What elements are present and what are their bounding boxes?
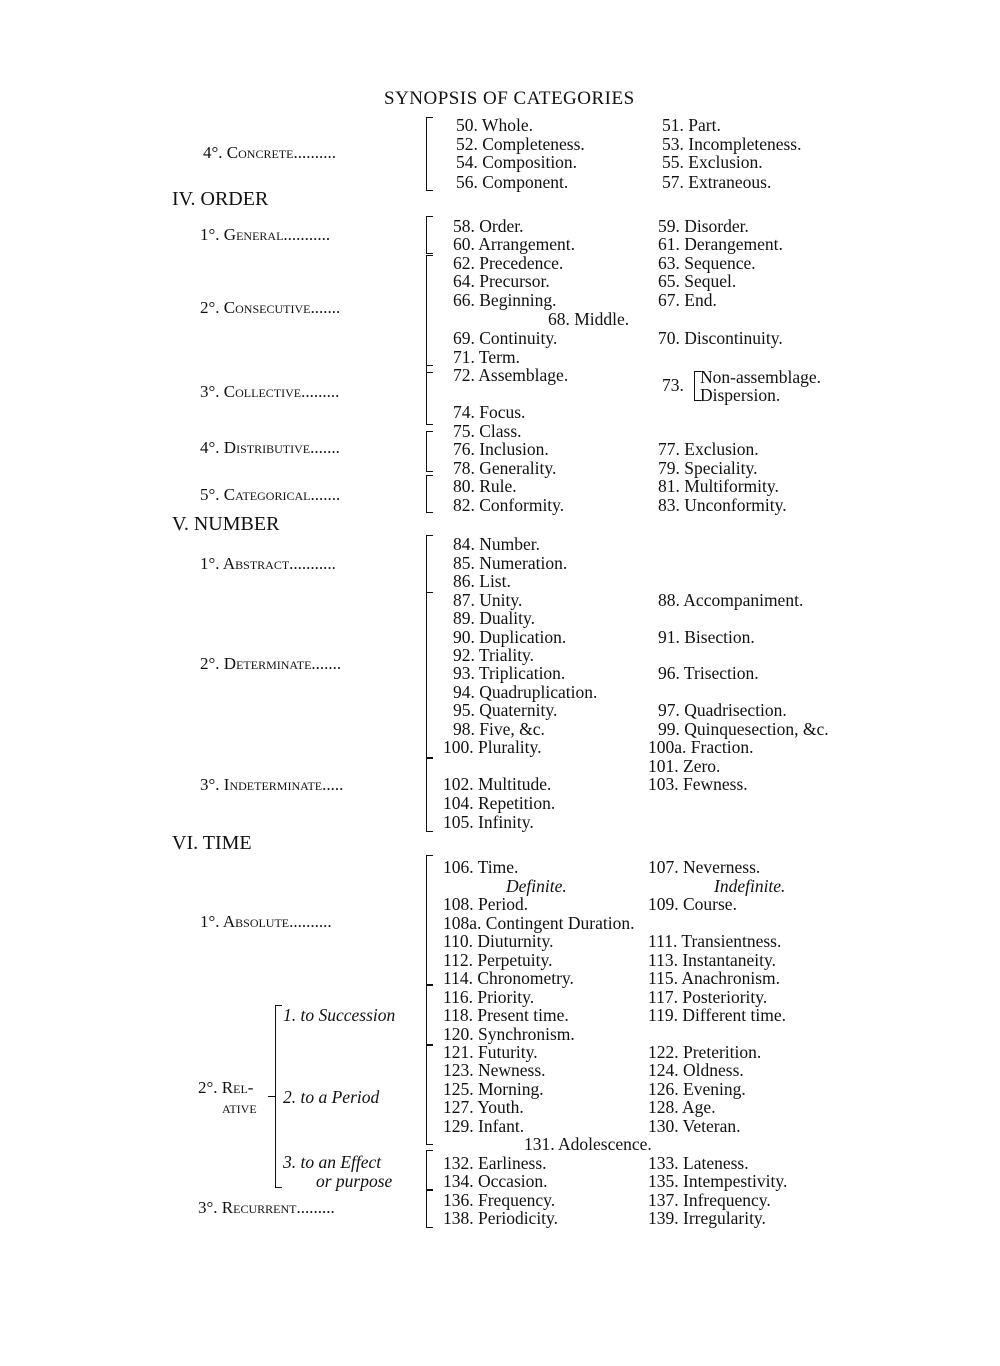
entry-left: 75. Class. xyxy=(453,421,522,441)
entry-right: 111. Transientness. xyxy=(648,931,782,951)
rel-to-succession: 1. to Succession xyxy=(283,1005,396,1025)
entry-right: 130. Veteran. xyxy=(648,1116,741,1136)
entry-left: 102. Multitude. xyxy=(443,774,552,794)
entry-left: 85. Numeration. xyxy=(453,553,568,573)
sub-concrete: 4°. Concrete.......... xyxy=(203,143,336,162)
entry-right: 101. Zero. xyxy=(648,756,721,776)
entry-left: 54. Composition. xyxy=(456,152,578,172)
entry-right: 88. Accompaniment. xyxy=(658,590,804,610)
entry-right: 119. Different time. xyxy=(648,1005,787,1025)
entry-left: 94. Quadruplication. xyxy=(453,682,598,702)
entry-73-b: Dispersion. xyxy=(700,385,781,405)
entry-right: 65. Sequel. xyxy=(658,271,737,291)
entry-right: 124. Oldness. xyxy=(648,1060,744,1080)
entry-right: 70. Discontinuity. xyxy=(658,328,783,348)
sub-indeterminate: 3°. Indeterminate..... xyxy=(200,775,344,794)
entry-right: 67. End. xyxy=(658,290,717,310)
entry-left: 108. Period. xyxy=(443,894,529,914)
sub-recurrent: 3°. Recurrent......... xyxy=(198,1198,335,1217)
brace-indeterminate xyxy=(426,758,436,832)
brace-effect xyxy=(426,1150,436,1190)
entry-left: 90. Duplication. xyxy=(453,627,567,647)
entry-left: 125. Morning. xyxy=(443,1079,544,1099)
entry-right: 59. Disorder. xyxy=(658,216,749,236)
section-number: V. NUMBER xyxy=(172,513,280,535)
entry-center: 108a. Contingent Duration. xyxy=(443,913,635,933)
entry-left: 121. Futurity. xyxy=(443,1042,538,1062)
entry-right: 55. Exclusion. xyxy=(662,152,763,172)
entry-left: 60. Arrangement. xyxy=(453,234,575,254)
entry-left: 72. Assemblage. xyxy=(453,365,569,385)
entry-right: 51. Part. xyxy=(662,115,721,135)
entry-left: 127. Youth. xyxy=(443,1097,524,1117)
entry-left: 86. List. xyxy=(453,571,511,591)
entry-right: 61. Derangement. xyxy=(658,234,783,254)
entry-right: 79. Speciality. xyxy=(658,458,758,478)
sub-consecutive: 2°. Consecutive....... xyxy=(200,298,341,317)
brace-abstract xyxy=(426,535,436,593)
entry-left: 134. Occasion. xyxy=(443,1171,548,1191)
sub-absolute: 1°. Absolute.......... xyxy=(200,912,332,931)
entry-left-label: Definite. xyxy=(506,876,567,896)
entry-left: 76. Inclusion. xyxy=(453,439,549,459)
entry-right: 117. Posteriority. xyxy=(648,987,768,1007)
rel-to-effect-1: 3. to an Effect xyxy=(283,1152,382,1172)
entry-left: 112. Perpetuity. xyxy=(443,950,553,970)
brace-absolute xyxy=(426,855,436,985)
entry-left: 104. Repetition. xyxy=(443,793,556,813)
entry-right-label: Indefinite. xyxy=(714,876,786,896)
entry-right: 109. Course. xyxy=(648,894,737,914)
entry-left: 136. Frequency. xyxy=(443,1190,556,1210)
brace-categorical xyxy=(426,475,436,513)
page-title: SYNOPSIS OF CATEGORIES xyxy=(384,88,635,109)
section-order: IV. ORDER xyxy=(172,188,269,210)
entry-right: 81. Multiformity. xyxy=(658,476,779,496)
entry-right: 91. Bisection. xyxy=(658,627,755,647)
entry-left: 89. Duality. xyxy=(453,608,535,628)
entry-right: 139. Irregularity. xyxy=(648,1208,766,1228)
entry-left: 62. Precedence. xyxy=(453,253,564,273)
entry-left: 95. Quaternity. xyxy=(453,700,558,720)
entry-left: 87. Unity. xyxy=(453,590,523,610)
entry-left: 66. Beginning. xyxy=(453,290,557,310)
entry-center: 131. Adolescence. xyxy=(524,1134,652,1154)
entry-left: 93. Triplication. xyxy=(453,663,566,683)
entry-right: 57. Extraneous. xyxy=(662,172,772,192)
brace-determinate xyxy=(426,592,436,758)
entry-73-a: Non-assemblage. xyxy=(700,367,822,387)
sub-general: 1°. General........... xyxy=(200,225,331,244)
brace-concrete xyxy=(426,117,436,191)
entry-left: 100. Plurality. xyxy=(443,737,542,757)
entry-right: 77. Exclusion. xyxy=(658,439,759,459)
entry-left: 56. Component. xyxy=(456,172,569,192)
entry-left: 116. Priority. xyxy=(443,987,535,1007)
sub-categorical: 5°. Categorical....... xyxy=(200,485,341,504)
brace-succession xyxy=(426,985,436,1045)
sub-abstract: 1°. Abstract........... xyxy=(200,554,336,573)
entry-right: 97. Quadrisection. xyxy=(658,700,787,720)
relative-brace-notch xyxy=(268,1096,276,1097)
brace-recurrent xyxy=(426,1190,436,1228)
entry-left: 50. Whole. xyxy=(456,115,533,135)
brace-period xyxy=(426,1045,436,1145)
brace-73 xyxy=(694,371,695,401)
entry-left: 78. Generality. xyxy=(453,458,557,478)
entry-73-number: 73. xyxy=(662,375,684,395)
entry-left: 82. Conformity. xyxy=(453,495,565,515)
entry-left: 132. Earliness. xyxy=(443,1153,547,1173)
entry-right: 99. Quinquesection, &c. xyxy=(658,719,829,739)
brace-collective xyxy=(426,365,436,425)
entry-left: 106. Time. xyxy=(443,857,519,877)
entry-left: 84. Number. xyxy=(453,534,541,554)
entry-right: 128. Age. xyxy=(648,1097,716,1117)
entry-left: 123. Newness. xyxy=(443,1060,546,1080)
entry-left: 52. Completeness. xyxy=(456,134,585,154)
entry-center: 68. Middle. xyxy=(548,309,630,329)
entry-right: 133. Lateness. xyxy=(648,1153,749,1173)
entry-left: 58. Order. xyxy=(453,216,524,236)
rel-to-period: 2. to a Period xyxy=(283,1087,380,1107)
entry-right: 122. Preterition. xyxy=(648,1042,762,1062)
sub-collective: 3°. Collective......... xyxy=(200,382,340,401)
entry-left: 105. Infinity. xyxy=(443,812,534,832)
sub-relative-bottom: ative xyxy=(222,1098,257,1117)
entry-right: 107. Neverness. xyxy=(648,857,761,877)
brace-distributive xyxy=(426,431,436,472)
entry-left: 98. Five, &c. xyxy=(453,719,545,739)
entry-left: 64. Precursor. xyxy=(453,271,550,291)
entry-right: 100a. Fraction. xyxy=(648,737,754,757)
brace-consecutive xyxy=(426,255,436,373)
rel-to-effect-2: or purpose xyxy=(316,1171,393,1191)
entry-right: 103. Fewness. xyxy=(648,774,748,794)
entry-right: 63. Sequence. xyxy=(658,253,756,273)
entry-left: 129. Infant. xyxy=(443,1116,525,1136)
entry-right: 137. Infrequency. xyxy=(648,1190,771,1210)
entry-right: 126. Evening. xyxy=(648,1079,746,1099)
brace-general xyxy=(426,216,436,254)
section-time: VI. TIME xyxy=(172,832,252,854)
entry-right: 135. Intempestivity. xyxy=(648,1171,788,1191)
entry-left: 110. Diuturnity. xyxy=(443,931,554,951)
entry-left: 69. Continuity. xyxy=(453,328,558,348)
sub-distributive: 4°. Distributive....... xyxy=(200,438,340,457)
sub-determinate: 2°. Determinate....... xyxy=(200,654,342,673)
entry-left: 138. Periodicity. xyxy=(443,1208,559,1228)
entry-left: 118. Present time. xyxy=(443,1005,569,1025)
entry-left: 114. Chronometry. xyxy=(443,968,574,988)
entry-right: 53. Incompleteness. xyxy=(662,134,802,154)
sub-relative-top: 2°. Rel- xyxy=(198,1078,254,1097)
entry-right: 83. Unconformity. xyxy=(658,495,787,515)
entry-right: 115. Anachronism. xyxy=(648,968,781,988)
entry-left: 120. Synchronism. xyxy=(443,1024,575,1044)
entry-left: 92. Triality. xyxy=(453,645,535,665)
entry-right: 113. Instantaneity. xyxy=(648,950,776,970)
entry-right: 96. Trisection. xyxy=(658,663,759,683)
entry-left: 80. Rule. xyxy=(453,476,517,496)
entry-left: 74. Focus. xyxy=(453,402,526,422)
entry-left: 71. Term. xyxy=(453,347,520,367)
